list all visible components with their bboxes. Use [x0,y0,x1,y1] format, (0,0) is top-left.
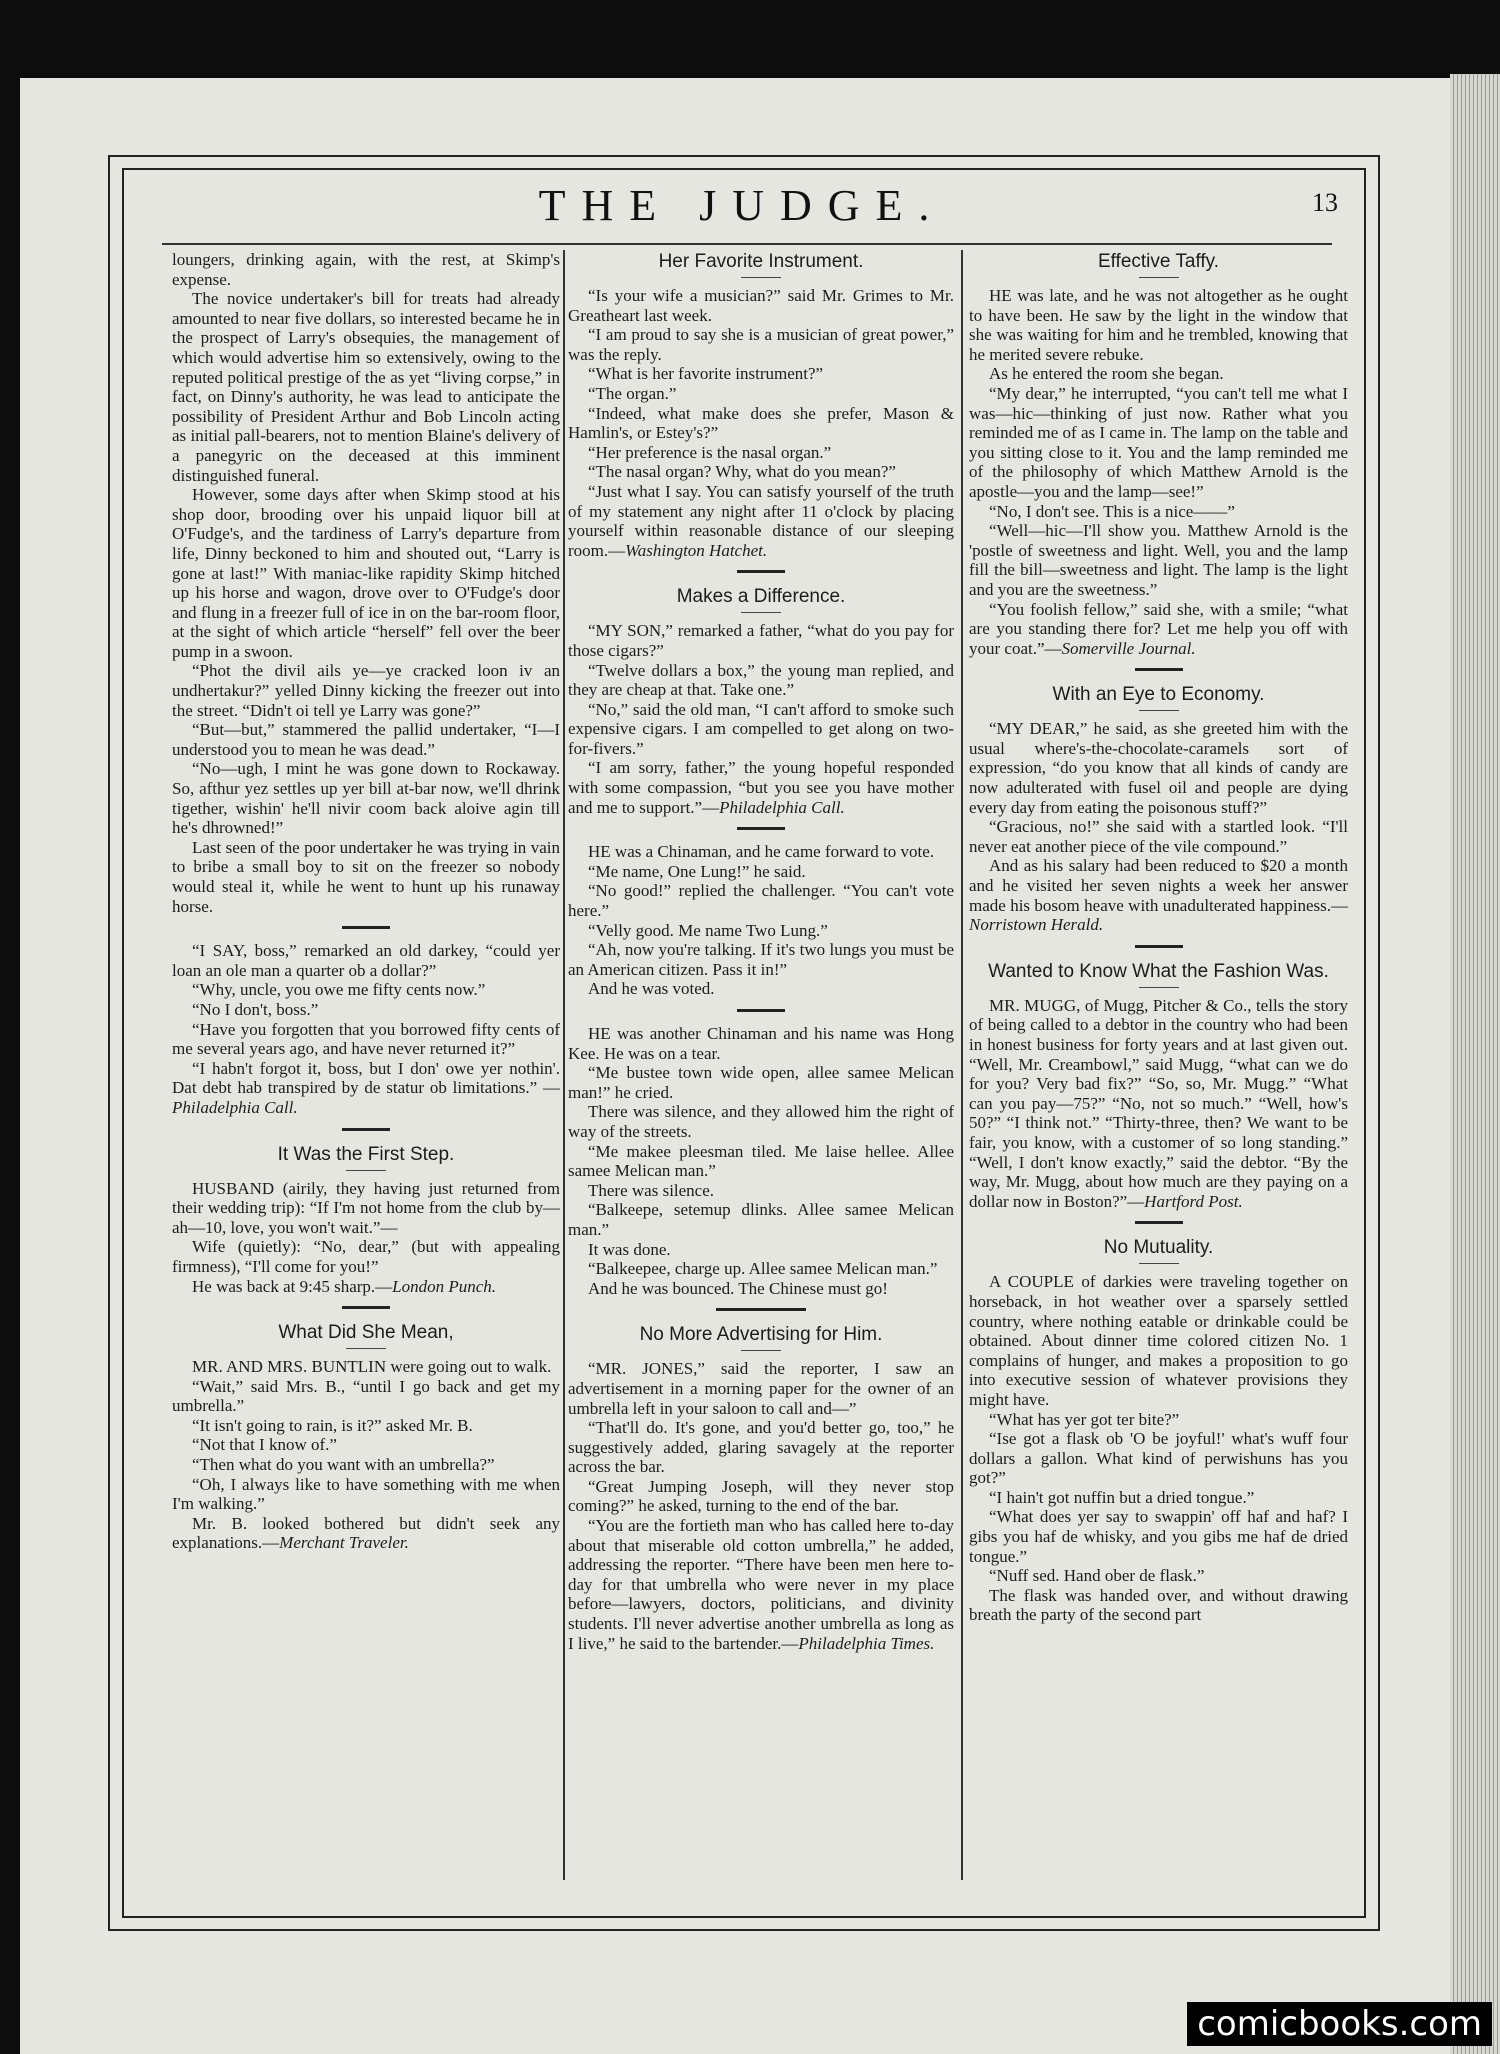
heading-rule [741,1350,781,1351]
column-1 [172,250,560,1553]
paragraph: “Balkeepe, setemup dlinks. Allee samee Melican man.” [568,1200,954,1239]
paragraph: HUSBAND (airily, they having just returned from their wedding trip): “If I'm not home from the club by—ah—10, love, you won't wait.”— [172,1178,560,1237]
paragraph: “The organ.” [588,383,677,403]
article-heading: Effective Taffy. [1097,251,1220,272]
paragraph: “Why, uncle, you owe me fifty cents now.” [192,980,486,1000]
paragraph: “Is your wife a musician?” said Mr. Grimes to Mr. Greatheart last week. [568,286,954,325]
paragraph: Wife (quietly): “No, dear,” (but with appealing firmness), “I'll come for you!” [172,1237,560,1276]
heading-rule [741,612,781,613]
masthead [122,180,1362,240]
source-credit: Merchant Traveler. [279,1533,409,1553]
paragraph [568,758,954,817]
source-credit: Norristown Herald. [969,915,1104,935]
paragraph: “Wait,” said Mrs. B., “until I go back and get my umbrella.” [172,1376,560,1416]
article-heading: It Was the First Step. [277,1143,455,1165]
section-separator [1135,668,1183,671]
paragraph: “Gracious, no!” she said with a startled look. “I'll never eat another piece of the vile compound.” [969,817,1348,856]
paragraph: “It isn't going to rain, is it?” asked Mr. B. [192,1415,473,1435]
paragraph-text: “You are the fortieth man who has called here to-day about that miserable old cotton umbrella,” he added, addressing the reporter. “There have been men here to-day for that umbrella who were never in my place before—lawyers, doctors, politicians, and divinity students. I'll never advertise another umbrella as long as I live,” he said to the bartender.— [568,1516,954,1653]
article-heading: Makes a Difference. [676,586,846,608]
paragraph-text: “You foolish fellow,” said she, with a smile; “what are you standing there for? Let me help you off with your coat.”— [969,599,1348,658]
source-credit: Philadelphia Call. [719,797,845,817]
article-heading: Her Favorite Instrument. [658,251,864,272]
masthead-rule [162,243,1332,245]
paragraph: Last seen of the poor undertaker he was trying in vain to bribe a small boy to sit on the freezer so nobody would steal it, while he went to hunt up his runaway horse. [172,837,560,916]
paragraph: “Indeed, what make does she prefer, Mason & Hamlin's, or Estey's?” [568,403,954,443]
paragraph: “No—ugh, I mint he was gone down to Rockaway. So, afthur yez settles up yer bill at-bar now, we'll dhrink tigether, wishin' he'll nivir coom back aloive agin till he's dhrowned!” [172,759,560,838]
paragraph: “Velly good. Me name Two Lung.” [588,920,828,940]
paragraph: “Then what do you want with an umbrella?” [192,1455,495,1475]
article-heading: No Mutuality. [1103,1237,1214,1259]
paragraph: And he was bounced. The Chinese must go! [588,1278,888,1298]
article-heading: With an Eye to Economy. [1052,684,1265,706]
source-credit: Philadelphia Times. [798,1633,935,1653]
source-credit: Somerville Journal. [1061,638,1196,658]
paragraph: “MY DEAR,” he said, as she greeted him with the usual where's-the-chocolate-caramels sort of expression, “do you know that all kinds of candy are now adulterated with fusel oil and people are dying every day from eating the poisonous stuff?” [969,719,1348,817]
publication-title: THE JUDGE. [538,181,946,230]
paragraph: And he was voted. [588,979,715,999]
paragraph-text: MR. MUGG, of Mugg, Pitcher & Co., tells the story of being called to a debtor in the country who had been in honest business for forty years and at last given out. “Well, Mr. Creambowl,” said Mugg, “what can we do for you? Very bad fix?” “So, so, Mr. Mugg.” “What can you pay—75?” “No, not so much.” “Well, how's 50?” “I think not.” “Thirty-three, then? We want to be fair, you know, with a customer of so long standing.” “Well, I don't know exactly,” said the debtor. “By the way, Mr. Mugg, about how much are they paying on a dollar now in Boston?”— [969,995,1348,1211]
source-credit: London Punch. [392,1276,497,1296]
paragraph: “Great Jumping Joseph, will they never stop coming?” he asked, turning to the end of the bar. [568,1476,954,1516]
paragraph: “Ah, now you're talking. If it's two lungs you must be an American citizen. Pass it in!” [568,940,954,979]
column-3 [969,250,1348,1625]
paragraph [172,1059,560,1118]
section-separator [716,1308,806,1311]
paragraph: The flask was handed over, and without drawing breath the party of the second part [969,1585,1348,1625]
paragraph: “What is her favorite instrument?” [588,364,824,384]
paragraph [969,996,1348,1212]
paragraph: “I SAY, boss,” remarked an old darkey, “could yer loan an ole man a quarter ob a dollar?” [172,941,560,980]
paragraph: “What has yer got ter bite?” [989,1409,1180,1429]
paragraph: A COUPLE of darkies were traveling together on horseback, in hot weather over a sparsely settled country, where nothing eatable or drinkable could be obtained. About dinner time colored citizen No. 1 complains of hunger, and makes a proposition to go into executive session of whatever provisions they might have. [969,1272,1348,1409]
paragraph-text: Mr. B. looked bothered but didn't seek any explanations.— [172,1513,560,1553]
paragraph: “Nuff sed. Hand ober de flask.” [989,1566,1205,1586]
paragraph: There was silence. [588,1180,715,1200]
paragraph: “Twelve dollars a box,” the young man replied, and they are cheap at that. Take one.” [568,660,954,700]
column-divider [563,250,565,1880]
section-separator [342,1306,390,1309]
paragraph [969,600,1348,659]
paragraph: “Me name, One Lung!” he said. [588,861,806,881]
watermark: comicbooks.com [1187,2002,1492,2046]
heading-rule [346,1348,386,1349]
section-separator [342,926,390,929]
paragraph: “Balkeepee, charge up. Allee samee Melican man.” [588,1259,938,1279]
heading-rule [1139,277,1179,278]
paragraph: HE was another Chinaman and his name was Hong Kee. He was on a tear. [568,1024,954,1063]
paragraph [568,1516,954,1653]
paragraph: “No good!” replied the challenger. “You can't vote here.” [568,881,954,921]
paragraph: “MY SON,” remarked a father, “what do you pay for those cigars?” [568,621,954,660]
paragraph: MR. AND MRS. BUNTLIN were going out to walk. [192,1357,552,1377]
page-number: 13 [1312,188,1338,217]
paragraph: “Me bustee town wide open, allee samee Melican man!” he cried. [568,1063,954,1102]
paragraph: As he entered the room she began. [989,364,1224,384]
paragraph: “Oh, I always like to have something with me when I'm walking.” [172,1474,560,1514]
paragraph: “No, I don't see. This is a nice——” [989,501,1235,521]
paragraph: “My dear,” he interrupted, “you can't tell me what I was—hic—thinking of just now. Rather what you reminded me of as I came in. The lamp on the table and you sitting close to it. You and the lamp reminded me of the philosophy of which Matthew Arnold is the apostle—you and the lamp—see!” [969,383,1348,501]
section-separator [737,827,785,830]
paragraph: “Her preference is the nasal organ.” [588,442,832,462]
paragraph: “Ise got a flask ob 'O be joyful!' what's wuff four dollars a gallon. What kind of perwishuns has you got?” [969,1429,1348,1488]
source-credit: Hartford Post. [1144,1191,1243,1211]
article-heading: Wanted to Know What the Fashion Was. [988,960,1329,982]
paragraph-text: And as his salary had been reduced to $20 a month and he visited her seven nights a week her answer made his bosom heave with unadulterated happiness.— [969,856,1348,915]
paragraph: However, some days after when Skimp stood at his shop door, brooding over his unpaid liquor bill at O'Fudge's, and the tardiness of Larry's departure from life, Dinny beckoned to him and shouted out, “Larry is gone at last!” With maniac-like rapidity Skimp hitched up his horse and wagon, drove over to O'Fudge's door and flung in a freezer full of ice in on the bar-room floor, at the sight of which article “herself” fell over the beer pump in a swoon. [172,485,560,661]
column-2 [568,250,954,1653]
paragraph: There was silence, and they allowed him the right of way of the streets. [568,1102,954,1141]
paragraph: “That'll do. It's gone, and you'd better go, too,” he suggestively added, glaring savagely at the reporter across the bar. [568,1418,954,1477]
paragraph: “Phot the divil ails ye—ye cracked loon iv an undhertakur?” yelled Dinny kicking the freezer out into the street. “Didn't oi tell ye Larry was gone?” [172,661,560,720]
paragraph: “I am proud to say she is a musician of great power,” was the reply. [568,325,954,364]
paragraph: “MR. JONES,” said the reporter, I saw an advertisement in a morning paper for the owner of an umbrella left in your saloon to call and—” [568,1359,954,1418]
section-separator [737,570,785,573]
paragraph-text: “I am sorry, father,” the young hopeful responded with some compassion, “but you see you have mother and me to support.”— [568,758,954,817]
source-credit: Philadelphia Call. [172,1097,298,1117]
column-divider [961,250,963,1880]
paragraph: “Have you forgotten that you borrowed fifty cents of me several years ago, and have never returned it?” [172,1019,560,1059]
section-separator [1135,1221,1183,1224]
paragraph: “Me makee pleesman tiled. Me laise hellee. Allee samee Melican man.” [568,1141,954,1181]
paragraph-text: “I habn't forgot it, boss, but I don' owe yer nothin'. Dat debt hab transpired by de statur ob limitations.” — [172,1058,560,1098]
heading-rule [346,1170,386,1171]
paragraph: “I hain't got nuffin but a dried tongue.” [989,1487,1255,1507]
paragraph [568,482,954,560]
paragraph [969,856,1348,934]
paragraph: It was done. [588,1239,671,1259]
paragraph: The novice undertaker's bill for treats had already amounted to near five dollars, so interested became he in the prospect of Larry's obsequies, the management of which would advertise him so extensively, owing to the reputed political prestige of the as yet “living corpse,” in fact, on Dinny's authority, he was lead to anticipate the possibility of President Arthur and Bob Lincoln acting as initial pall-bearers, not to mention Blaine's delivery of a panegyric on the deceased at this imminent distinguished funeral. [172,289,560,485]
section-separator [1135,945,1183,948]
article-heading: What Did She Mean, [278,1322,454,1344]
paragraph: “What does yer say to swappin' off haf and haf? I gibs you haf de whisky, and you gibs me haf de dried tongue.” [969,1507,1348,1566]
paragraph: “Not that I know of.” [192,1435,337,1455]
paragraph: HE was a Chinaman, and he came forward to vote. [588,842,935,862]
heading-rule [1139,710,1179,711]
paragraph: “Well—hic—I'll show you. Matthew Arnold is the 'postle of sweetness and light. Well, you and the lamp fill the bill—sweetness and light. The lamp is the light and you are the sweetness.” [969,521,1348,599]
paragraph: “No I don't, boss.” [192,999,319,1019]
paragraph: “The nasal organ? Why, what do you mean?” [588,462,896,482]
source-credit: Washington Hatchet. [625,540,768,560]
section-separator [342,1128,390,1131]
paragraph [172,1277,560,1297]
paragraph-text: “Just what I say. You can satisfy yourself of the truth of my statement any night after 11 o'clock by placing yourself within reasonable distance of our sleeping room.— [568,481,954,560]
paragraph: “But—but,” stammered the pallid undertaker, “I—I understood you to mean he was dead.” [172,720,560,759]
section-separator [737,1009,785,1012]
paragraph [172,1514,560,1553]
page-edge-stack [1450,74,1500,2054]
paragraph: loungers, drinking again, with the rest, at Skimp's expense. [172,250,560,289]
paragraph-text: He was back at 9:45 sharp.— [192,1276,393,1296]
paragraph: “No,” said the old man, “I can't afford to smoke such expensive cigars. I am compelled to get along on two-for-fivers.” [568,699,954,758]
heading-rule [1139,1263,1179,1264]
heading-rule [741,277,781,278]
article-heading: No More Advertising for Him. [639,1324,883,1346]
heading-rule [1139,987,1179,988]
paragraph: HE was late, and he was not altogether as he ought to have been. He saw by the light in the window that she was waiting for him and he trembled, knowing that he merited severe rebuke. [969,286,1348,364]
